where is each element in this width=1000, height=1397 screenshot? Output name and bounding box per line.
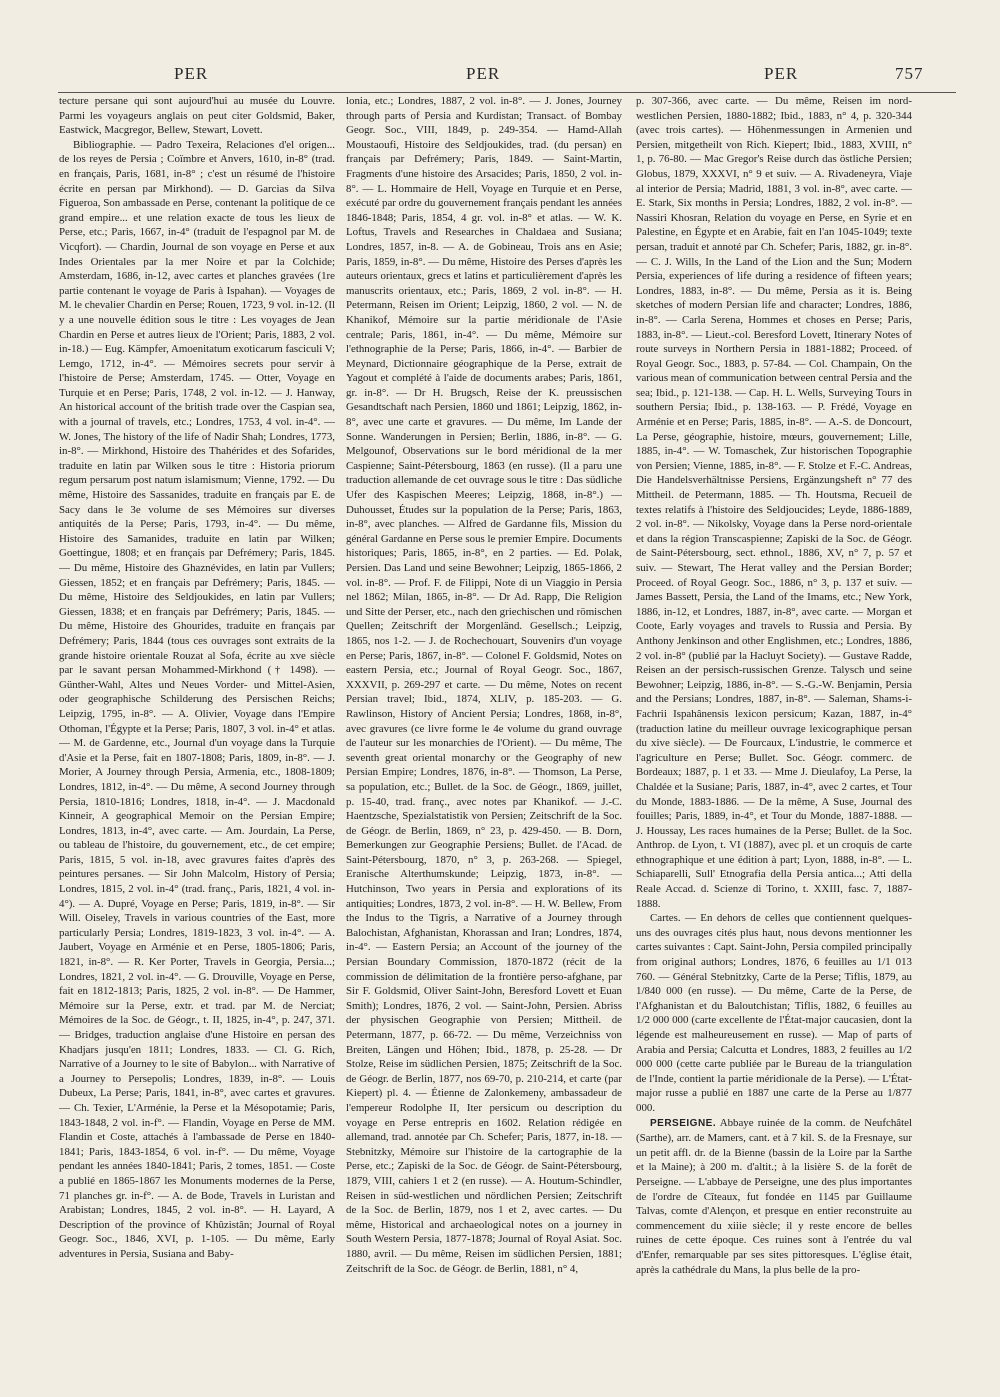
entry-keyword: PERSEIGNE. <box>650 1117 717 1129</box>
running-head-center: PER <box>466 64 501 83</box>
bibliography-text: p. 307-366, avec carte. — Du même, Reisen im nord-westlichen Persien, 1880-1882; Ibid., 1883, n° 4, p. 320-344 (avec trois cartes). — Höhenmessungen in Armenien und Persien, mitgetheilt von Rich. Kiepert; Ibid., 1883, XVIII, n° 1, p. 76-80. — Mac Gregor's Reise durch das östliche Persien; Globus, 1879, XXXVI, n° 9 et suiv. — A. Rivadeneyra, Viaje al interior de Persia; Madrid, 1881, 3 vol. in-8°, avec carte. — E. Stark, Six months in Persia; Londres, 1882, 2 vol. in-8°. — Nassiri Khosran, Relation du voyage en Perse, en Syrie et en Palestine, en Égypte et en Arabie, fait en l'an 1045-1049; texte persan, traduit et annoté par Ch. Schefer; Paris, 1882, gr. in-8°. — C. J. Wills, In the Land of the Lion and the Sun; Modern Persia, experiences of life during a residence of fifteen years; Londres, 1883, in-8°. — Du même, Persia as it is. Being sketches of modern Persian life and character; Londres, 1886, in-8°. — Carla Serena, Hommes et choses en Perse; Paris, 1883, in-8°. — Lieut.-col. Beresford Lovett, Itinerary Notes of route surveys in Northern Persia in 1881-1882; Proceed. of Royal Geogr. Soc., 1883, p. 57-84. — Col. Champain, On the various mean of communication between central Persia and the sea; Ibid., p. 121-138. — Cap. H. L. Wells, Surveying Tours in southern Persia; Ibid., p. 138-163. — P. Frédé, Voyage en Arménie et en Perse; Paris, 1885, in-8°. — A.-S. de Doncourt, La Perse, géographie, histoire, mœurs, gouvernement; Lille, 1885, in-4°. — W. Tomaschek, Zur historischen Topographie von Persien; Vienne, 1885, in-8°. — F. Stolze et F.-C. Andreas, Die Handelsverhältnisse Persiens, Ergänzungsheft n° 77 des Mittheil. de Petermann, 1885. — Th. Houtsma, Recueil de textes relatifs à l'histoire des Seldjoucides; Leyde, 1886-1889, 2 vol. in-8°. — Nikolsky, Voyage dans la Perse nord-orientale et dans la région Transcaspienne; Zapiski de la Soc. de Géogr. de Saint-Pétersbourg, sect. ethnol., 1886, XV, n° 7, p. 57 et suiv. — Stewart, The Herat valley and the Persian Border; Proceed. of Royal Geogr. Soc., 1886, n° 3, p. 137 et suiv. — James Bassett, Persia, the Land of the Imams, etc.; New York, 1886, in-12, et Londres, 1887, in-8°, avec carte. — Morgan et Coote, Early voyages and travels to Russia and Persia. By Anthony Jenkinson and other Englishmen, etc.; Londres, 1886, 2 vol. in-8° (publié par la Hacluyt Society). — Gustave Radde, Reisen an der persisch-russischen Grenze. Talysch und seine Bewohner; Leipzig, 1886, in-8°. — S.-G.-W. Benjamin, Persia and the Persians; Londres, 1887, in-8°. — Saleman, Shams-i-Fachrii Ispahânensis lexicon persicum; Kazan, 1887, in-4° (traduction latine du meilleur ouvrage lexicographique persan du xive siècle). — De Fourcaux, L'industrie, le commerce et l'agriculture en Perse; Bullet. Soc. Géogr. commerc. de Bordeaux; 1887, p. 1 et 33. — Mme J. Dieulafoy, La Perse, la Chaldée et la Susiane; Paris, 1887, in-4°, avec 2 cartes, et Tour du Monde, 1883-1886. — De la même, A Suse, Journal des fouilles; Paris, 1889, in-4°, et Tour du Monde, 1887-1888. — J. Houssay, Les races humaines de la Perse; Bullet. de la Soc. Anthrop. de Lyon, t. VI (1887), avec pl. et un croquis de carte ethnographique et une édition à part; Lyon, 1888, in-8°. — L. Schiaparelli, Sull' Etnografia della Persia antica...; Atti della Reale Accad. d. Scienze di Torino, t. XXIII, fasc. 7, 1887-1888. <box>636 95 912 910</box>
column-middle <box>346 94 622 1384</box>
running-head-right: PER <box>764 64 799 83</box>
maps-paragraph: Cartes. — En dehors de celles que contiennent quelques-uns des ouvrages cités plus haut, nous devons mentionner les cartes suivantes : Capt. Saint-John, Persia compiled principally from original authors; Londres, 1876, 6 feuilles au 1/1 013 760. — Général Stebnitzky, Carte de la Perse; Tiflis, 1879, au 1/840 000 (en russe). — Du même, Carte de la Perse, de l'Afghanistan et du Baloutchistan; Tiflis, 1882, 6 feuilles au 1/2 000 000 (carte excellente de l'État-major caucasien, dont la légende est malheureusement en russe). — Map of parts of Arabia and Persia; Calcutta et Londres, 1883, 2 feuilles au 1/2 000 000 (cette carte publiée par le Bureau de la triangulation de l'Inde, contient la partie méridionale de la Perse). — L'État-major russe a publié en 1887 une carte de la Perse au 1/877 000. <box>636 912 912 1114</box>
running-head-left: PER <box>174 64 209 83</box>
entry-paragraph <box>636 1116 912 1278</box>
column-right <box>636 94 912 1384</box>
bibliography-text: Relaciones d'el origen... de los reyes de Persia ; Coïmbre et Anvers, 1610, in-8° (trad. en français, Paris, 1681, in-8° ; c'est un résumé de l'histoire écrite en persan par Mirkhond). — D. Garcias da Silva Figueroa, Son ambassade en Perse, contenant la politique de ce grand empire... et une relation exacte de tous les lieux de Perse, etc.; Paris, 1667, in-4° (traduit de l'espagnol par M. de Vicqfort). — Chardin, Journal de son voyage en Perse et aux Indes Orientales par la mer Noire et par la Colchide; Amsterdam, 1686, in-12, avec cartes et planches gravées (1re partie contenant le voyage de Paris à Ispahan). — Voyages de M. le chevalier Chardin en Perse; Rouen, 1723, 9 vol. in-12. (Il y a une nouvelle édition sous le titre : Les voyages de Jean Chardin en Perse et autres lieux de l'Orient; Paris, 1883, 2 vol. in-18.) — Eug. Kämpfer, Amoenitatum exoticarum fasciculi V; Lemgo, 1712, in-4°. — Mémoires secrets pour servir à l'histoire de Perse; Amsterdam, 1745. — Otter, Voyage en Turquie et en Perse; Paris, 1748, 2 vol. in-12. — J. Hanway, An historical account of the british trade over the Caspian sea, with a journal of travels, etc.; Londres, 1753, 4 vol. in-4°. — W. Jones, The history of the life of Nadir Shah; Londres, 1773, in-8°. — Mirkhond, Histoire des Thahérides et des Sofarides, traduite en latin par Wilken sous le titre : Historia priorum regum persarum post natum islamismum; Vienne, 1792. — Du même, Histoire des Sassanides, traduite en français par E. de Sacy dans le 3e volume de ses Mémoires sur diverses antiquités de la Perse; Paris, 1793, in-4°. — Du même, Histoire des Samanides, traduite en latin par Wilken; Goettingue, 1808; et en français par Defrémery; Paris, 1845. — Du même, Histoire des Ghaznévides, en latin par Vullers; Giessen, 1852; et en français par Defrémery; Paris, 1845. — Du même, Histoire des Seldjoukides, en latin par Vullers; Giessen, 1838; et en français par Defrémery; Paris, 1845. — Du même, Histoire des Ghourides, traduite en français par Defrémery; Paris, 1844 (tous ces ouvrages sont extraits de la grande histoire orientale Rouzat al Sofa, écrite au xve siècle par le savant persan Mohammed-Mirkhond († 1498). — Günther-Wahl, Altes und Neues Vorder- und Mittel-Asien, oder geographische Schilderung des Persischen Reichs; Leipzig, 1795, in-8°. — A. Olivier, Voyage dans l'Empire Othoman, l'Égypte et la Perse; Paris, 1807, 3 vol. in-4° et atlas. — M. de Gardenne, etc., Journal d'un voyage dans la Turquie d'Asie et la Perse, fait en 1807-1808; Paris, 1809, in-8°. — J. Morier, A Journey through Persia, Armenia, etc., 1808-1809; Londres, 1812, in-4°. — Du même, A second Journey through Persia, 1810-1816; Londres, 1818, in-4°. — J. Macdonald Kinneir, A geographical Memoir on the Persian Empire; Londres, 1813, in-4°, avec carte. — Am. Jourdain, La Perse, ou tableau de l'histoire, du gouvernement, etc., de cet empire; Paris, 1815, 5 vol. in-18, avec gravures faites d'après des peintures persanes. — Sir John Malcolm, History of Persia; Londres, 1815, 2 vol. in-4° (trad. franç., Paris, 1821, 4 vol. in-4°). — A. Dupré, Voyage en Perse; Paris, 1819, in-8°. — Sir Will. Oiseley, Travels in various countries of the East, more particularly Persia; Londres, 1819-1823, 3 vol. in-4°. — A. Jaubert, Voyage en Arménie et en Perse, 1805-1806; Paris, 1821, in-8°. — R. Ker Porter, Travels in Georgia, Persia...; Londres, 1821, 2 vol. in-4°. — G. Drouville, Voyage en Perse, fait en 1812-1813; Paris, 1825, 2 vol. in-8°. — De Hammer, Mémoire sur la Perse, extr. et trad. par M. de Nerciat; Mémoires de la Soc. de Géogr., t. II, 1825, in-4°, p. 247, 371. — Bridges, traduction anglaise d'une Histoire en persan des Khadjars jusqu'en 1811; Londres, 1833. — Cl. G. Rich, Narrative of a Journey to le site of Babylon... with Narrative of a Journey to Persepolis; Londres, 1839, in-8°. — Louis Dubeux, La Perse; Paris, 1841, in-8°, avec cartes et gravures. — Ch. Texier, L'Arménie, la Perse et la Mésopotamie; Paris, 1843-1848, 2 vol. in-f°. — Flandin, Voyage en Perse de MM. Flandin et Coste, attachés à l'ambassade de Perse en 1840-1841; Paris, 1843-1854, 6 vol. in-f°. — Du même, Voyage pendant les années 1840-1841; Paris, 2 tomes, 1851. — Coste a publié en 1865-1867 les Monuments modernes de la Perse, 71 planches gr. in-f°. — A. de Bode, Travels in Luristan and Arabistan; Londres, 1845, 2 vol. in-8°. — H. Layard, A Description of the province of Khûzistân; Journal of Royal Geogr. Soc., 1846, XVI, p. 1-105. — Du même, Early adventures in Persia, Susiana and Baby- <box>59 138 335 1260</box>
bibliography-heading: Bibliographie. — Padro Texeira, <box>73 138 227 151</box>
bibliography-text: lonia, etc.; Londres, 1887, 2 vol. in-8°. — J. Jones, Journey through parts of Persia and Kurdistan; Transact. of Bombay Geogr. Soc., VIII, 1849, p. 249-354. — Hamd-Allah Moustaoufi, Histoire des Seldjoukides, trad. (du persan) en français par Defrémery; Paris, 1849. — Saint-Martin, Fragments d'une histoire des Arsacides; Paris, 1850, 2 vol. in-8°. — L. Hommaire de Hell, Voyage en Turquie et en Perse, exécuté par ordre du gouvernement français pendant les années 1846-1848; Paris, 1854, 4 gr. vol. in-8° et atlas. — W. K. Loftus, Travels and Researches in Chaldaea and Susiana; Londres, 1857, in-8. — A. de Gobineau, Trois ans en Asie; Paris, 1859, in-8°. — Du même, Histoire des Perses d'après les auteurs orientaux, grecs et latins et particulièrement d'après les manuscrits orientaux, etc.; Paris, 1869, 2 vol. in-8°. — H. Petermann, Reisen im Orient; Leipzig, 1860, 2 vol. — N. de Khanikof, Mémoire sur la partie méridionale de l'Asie centrale; Paris, 1861, in-4°. — Du même, Mémoire sur l'ethnographie de la Perse; Paris, 1866, in-4°. — Barbier de Meynard, Dictionnaire géographique de la Perse, extrait de Yagout et complété à l'aide de documents arabes; Paris, 1861, gr. in-8°. — Dr H. Brugsch, Reise der K. preussischen Gesandtschaft nach Persien, 1860 und 1861; Leipzig, 1862, in-8°, avec une carte et gravures. — Du même, Im Lande der Sonne. Wanderungen in Persien; Berlin, 1886, in-8°. — G. Melgounof, Observations sur le bord méridional de la mer Caspienne; Saint-Pétersbourg, 1863 (en russe). (Il a paru une traduction allemande de cet ouvrage sous le titre : Das südliche Ufer des Kaspischen Meeres; Leipzig, 1868, in-8°.) — Duhousset, Études sur la population de la Perse; Paris, 1863, in-8°, avec planches. — Alfred de Gardanne fils, Mission du général Gardanne en Perse sous le premier Empire. Documents historiques; Paris, 1865, in-8°, en 2 parties. — Ed. Polak, Persien. Das Land und seine Bewohner; Leipzig, 1865-1866, 2 vol. in-8°. — Prof. F. de Filippi, Note di un Viaggio in Persia nel 1862; Milan, 1865, in-8°. — Dr Ad. Rapp, Die Religion und Sitte der Perser, etc., nach den griechischen und römischen Quellen; Zeitschrift der Morgenländ. Gesellsch.; Leipzig, 1865, nos 1-2. — J. de Rochechouart, Souvenirs d'un voyage en Perse; Paris, 1867, in-8°. — Colonel F. Goldsmid, Notes on eastern Persia, etc.; Journal of Royal Geogr. Soc., 1867, XXXVII, p. 269-297 et carte. — Du même, Notes on recent Persian travel; Ibid., 1874, XLIV, p. 185-203. — G. Rawlinson, History of Ancient Persia; Londres, 1868, in-8°, avec gravures (ce livre forme le 4e volume du grand ouvrage de l'auteur sur les monarchies de l'Orient). — Du même, The seventh great oriental monarchy or the Geography of new Persian Empire; Londres, 1876, in-8°. — Thomson, La Perse, sa population, etc.; Bullet. de la Soc. de Géogr., 1869, juillet, p. 15-40, trad. franç., avec notes par Khanikof. — J.-C. Haentzsche, Spezialstatistik von Persien; Zeitschrift de la Soc. de Géogr. de Berlin, 1869, n° 23, p. 429-450. — B. Dorn, Bemerkungen zur Geographie Persiens; Bullet. de l'Acad. de Saint-Pétersbourg, 1870, n° 3, p. 263-268. — Spiegel, Eranische Alterthumskunde; Leipzig, 1873, in-8°. — Hutchinson, Two years in Persia and explorations of its antiquities; Londres, 1873, 2 vol. in-8°. — H. W. Bellew, From the Indus to the Tigris, a Narrative of a Journey through Balochistan, Afghanistan, Khorassan and Iran; Londres, 1874, in-4°. — Eastern Persia; an Account of the journey of the Persian Boundary Commission, 1870-1872 (récit de la commission de délimitation de la frontière perso-afghane, par Sir F. Goldsmid, Oliver Saint-John, Beresford Lovett et Euan Smith); Londres, 1876, 2 vol. — Saint-John, Persien. Abriss der physischen Geographie von Persien; Mittheil. de Petermann, 1877, p. 66-72. — Du même, Verzeichniss von Breiten, Längen und Höhen; Ibid., 1878, p. 25-28. — Dr Stolze, Reise im südlichen Persien, 1875; Zeitschrift de la Soc. de Géogr. de Berlin, 1877, nos 69-70, p. 210-214, et carte (par Kiepert) pl. 4. — Étienne de Zalonkemeny, ambassadeur de l'empereur Rodolphe II, Iter persicum ou description du voyage en Perse entrepris en 1602. Relation rédigée en allemand, trad. annotée par Ch. Schefer; Paris, 1877, in-18. — Stebnitzky, Mémoire sur l'histoire de la cartographie de la Perse, etc.; Zapiski de la Soc. de Géogr. de Saint-Pétersbourg, 1879, VIII, cahiers 1 et 2 (en russe). — A. Houtum-Schindler, Reisen in süd-westlichen und nördlichen Persien; Zeitschrift de la Soc. de Berlin, 1879, nos 1 et 2, avec cartes. — Du même, Historical and archaeological notes on a journey in South Western Persia, 1877-1878; Journal of Royal Asiat. Soc. 1880, avril. — Du même, Reisen im südlichen Persien, 1881; Zeitschrift de la Soc. de Géogr. de Berlin, 1881, n° 4, <box>346 95 622 1275</box>
column-left <box>59 94 335 1384</box>
bibliography-paragraph <box>59 138 335 1262</box>
page-number: 757 <box>895 64 924 83</box>
header-rule <box>58 92 956 93</box>
entry-text: Abbaye ruinée de la comm. de Neufchâtel (Sarthe), arr. de Mamers, cant. et à 7 kil. S. de la Fresnaye, sur un petit affl. dr. de la Bienne (bassin de la Loire par la Sarthe et la Maine); à 200 m. d'altit.; à la lisière S. de la forêt de Perseigne. — L'abbaye de Perseigne, une des plus importantes de l'ordre de Cîteaux, fut fondée en 1145 par Guillaume Talvas, comte d'Alençon, et presque en entier reconstruite au commencement du xiiie siècle; il y reste encore de belles ruines de cette époque. Ces ruines sont à l'entrée du val d'Enfer, remarquable par ses sites pittoresques. L'église était, après la cathédrale du Mans, la plus belle de la pro- <box>636 1116 912 1276</box>
paragraph: tecture persane qui sont aujourd'hui au musée du Louvre. Parmi les voyageurs anglais on peut citer Goldsmid, Baker, Eastwick, Macgregor, Bellew, Stewart, Lovett. <box>59 95 335 137</box>
